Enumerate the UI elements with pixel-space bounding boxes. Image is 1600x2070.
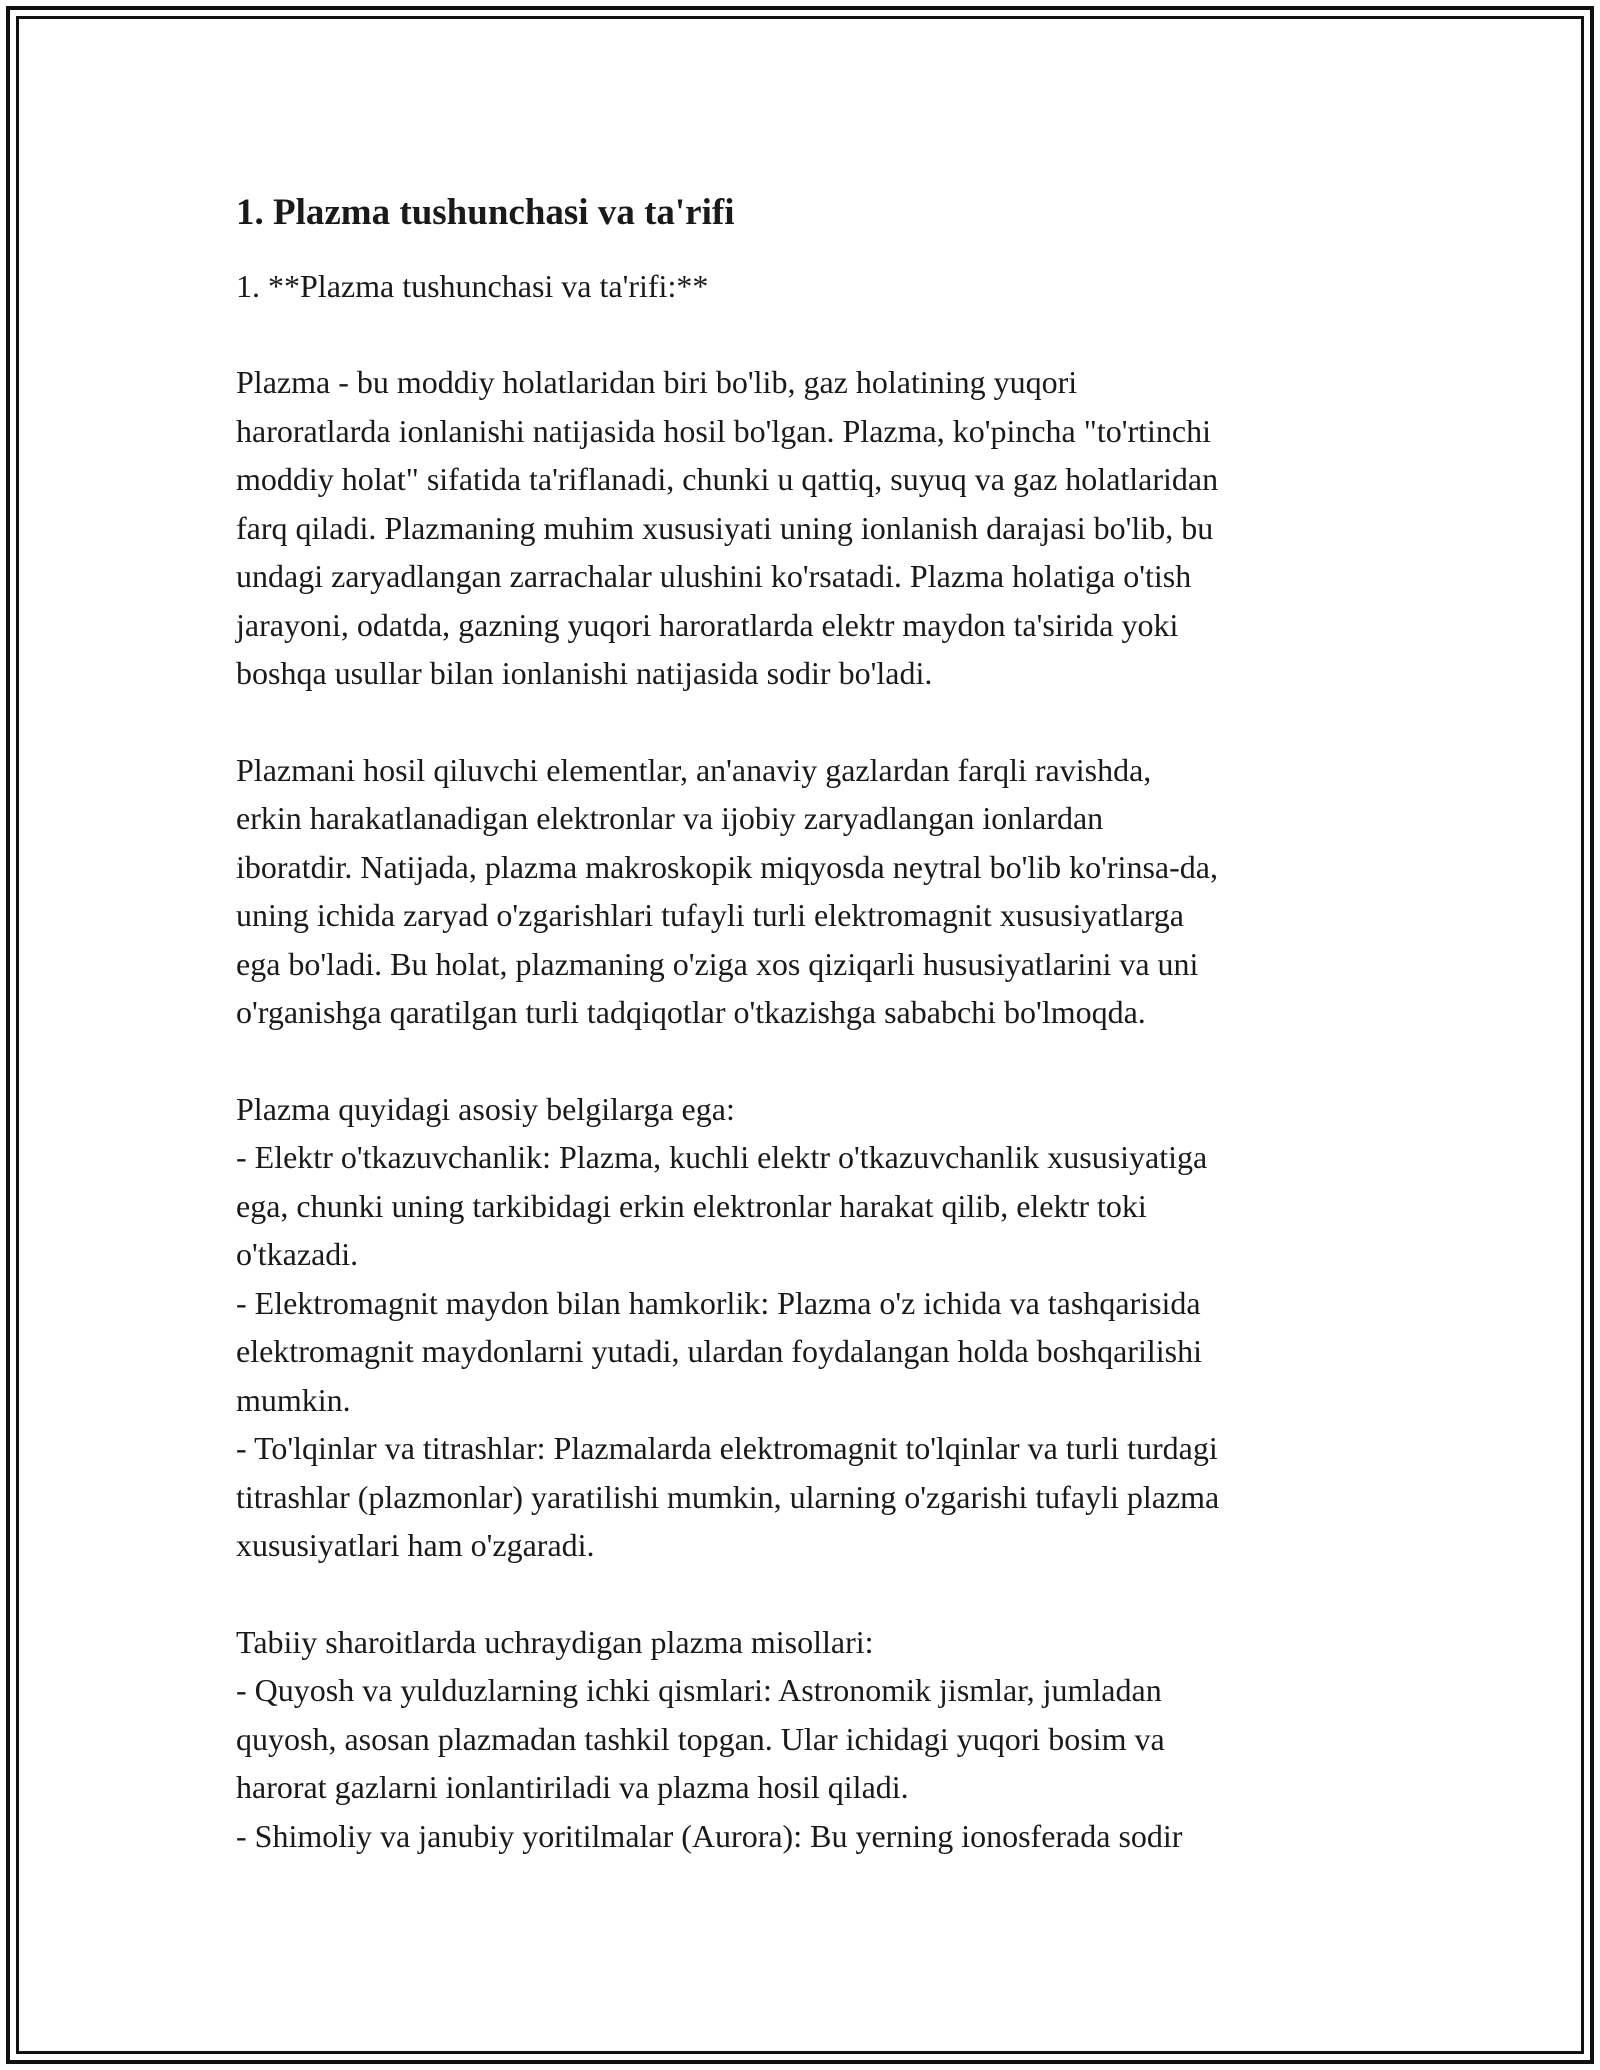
text-line: o'rganishga qaratilgan turli tadqiqotlar o'tkazishga sababchi bo'lmoqda. — [236, 994, 1146, 1030]
page-title: 1. Plazma tushunchasi va ta'rifi — [236, 192, 735, 233]
text-line: jarayoni, odatda, gazning yuqori haroratlarda elektr maydon ta'sirida yoki — [236, 606, 1179, 643]
document-body — [236, 190, 1376, 1860]
text-line: uning ichida zaryad o'zgarishlari tufayli turli elektromagnit xususiyatlarga — [236, 897, 1184, 933]
section-subtitle: 1. **Plazma tushunchasi va ta'rifi:** — [236, 268, 709, 304]
list-item-line: titrashlar (plazmonlar) yaratilishi mumkin, ularning o'zgarishi tufayli plazma — [236, 1478, 1220, 1515]
text-line: haroratlarda ionlanishi natijasida hosil bo'lgan. Plazma, ko'pincha "to'rtinchi — [236, 412, 1211, 449]
list-item-line: harorat gazlarni ionlantiriladi va plazma hosil qiladi. — [236, 1769, 909, 1805]
text-line: moddiy holat" sifatida ta'riflanadi, chunki u qattiq, suyuq va gaz holatlaridan — [236, 461, 1219, 497]
list-item-line: ega, chunki uning tarkibidagi erkin elektronlar harakat qilib, elektr toki — [236, 1187, 1147, 1224]
text-line: Plazma quyidagi asosiy belgilarga ega: — [236, 1090, 735, 1127]
text-line: iboratdir. Natijada, plazma makroskopik miqyosda neytral bo'lib ko'rinsa-da, — [236, 848, 1218, 885]
text-line: Tabiiy sharoitlarda uchraydigan plazma misollari: — [236, 1623, 874, 1660]
list-item-line: - Elektr o'tkazuvchanlik: Plazma, kuchli elektr o'tkazuvchanlik xususiyatiga — [236, 1139, 1208, 1175]
list-item-line: quyosh, asosan plazmadan tashkil topgan. Ular ichidagi yuqori bosim va — [236, 1720, 1165, 1757]
paragraph-examples — [236, 1618, 1376, 1861]
text-line: erkin harakatlanadigan elektronlar va ijobiy zaryadlangan ionlardan — [236, 800, 1104, 836]
list-item-line: xususiyatlari ham o'zgaradi. — [236, 1527, 595, 1563]
list-item-line: - Elektromagnit maydon bilan hamkorlik: Plazma o'z ichida va tashqarisida — [236, 1284, 1201, 1321]
text-line: undagi zaryadlangan zarrachalar ulushini ko'rsatadi. Plazma holatiga o'tish — [236, 558, 1192, 594]
list-item-line: - Shimoliy va janubiy yoritilmalar (Aurora): Bu yerning ionosferada sodir — [236, 1817, 1183, 1854]
list-item-line: - To'lqinlar va titrashlar: Plazmalarda elektromagnit to'lqinlar va turli turdagi — [236, 1430, 1218, 1466]
paragraph-definition — [236, 358, 1376, 698]
text-line: Plazma - bu moddiy holatlaridan biri bo'lib, gaz holatining yuqori — [236, 364, 1078, 400]
list-item-line: - Quyosh va yulduzlarning ichki qismlari: Astronomik jismlar, jumladan — [236, 1672, 1162, 1708]
text-line: ega bo'ladi. Bu holat, plazmaning o'ziga xos qiziqarli hususiyatlarini va uni — [236, 945, 1199, 982]
list-item-line: mumkin. — [236, 1381, 351, 1418]
paragraph-properties — [236, 1085, 1376, 1570]
list-item-line: elektromagnit maydonlarni yutadi, ulardan foydalangan holda boshqarilishi — [236, 1333, 1202, 1369]
text-line: boshqa usullar bilan ionlanishi natijasida sodir bo'ladi. — [236, 655, 933, 691]
text-line: Plazmani hosil qiluvchi elementlar, an'anaviy gazlardan farqli ravishda, — [236, 751, 1152, 788]
list-item-line: o'tkazadi. — [236, 1236, 359, 1272]
paragraph-elements — [236, 746, 1376, 1037]
text-line: farq qiladi. Plazmaning muhim xususiyati uning ionlanish darajasi bo'lib, bu — [236, 509, 1214, 546]
